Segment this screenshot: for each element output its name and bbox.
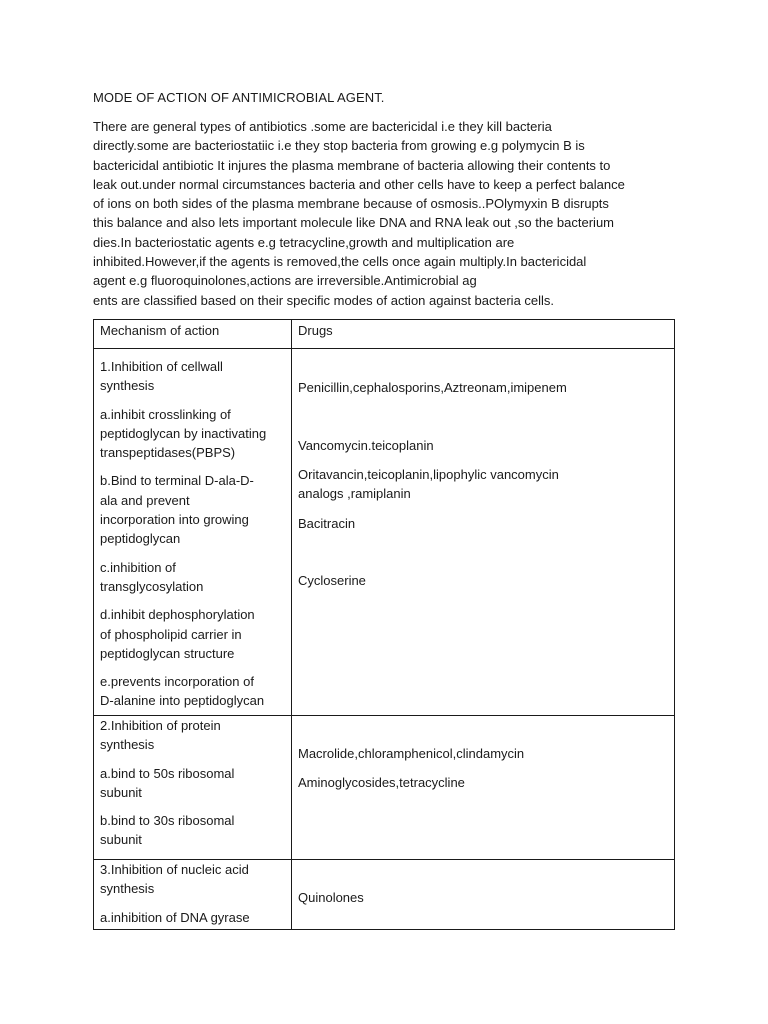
paragraph-line: bactericidal antibiotic It injures the plasma membrane of bacteria allowing their contents to (93, 157, 611, 173)
mechanism-cell (94, 860, 292, 930)
drug-entry: analogs ,ramiplanin (298, 486, 411, 501)
drug-entry: Penicillin,cephalosporins,Aztreonam,imipenem (298, 380, 567, 395)
mechanism-line: synthesis (100, 378, 155, 394)
mechanism-line: subunit (100, 784, 142, 800)
mechanism-table (93, 319, 675, 930)
mechanism-block (100, 716, 285, 755)
drug-entry: Quinolones (298, 890, 364, 905)
mechanism-line: b.Bind to terminal D-ala-D- (100, 473, 254, 489)
intro-paragraph (93, 117, 683, 310)
mechanism-line: D-alanine into peptidoglycan (100, 693, 265, 709)
mechanism-block (100, 605, 285, 663)
drug-entry: Macrolide,chloramphenicol,clindamycin (298, 746, 525, 761)
paragraph-line: of ions on both sides of the plasma membrane because of osmosis..POlymyxin B disrupts (93, 196, 609, 212)
mechanism-block (100, 811, 285, 850)
mechanism-line: transpeptidases(PBPS) (100, 445, 236, 461)
paragraph-line: agent e.g fluoroquinolones,actions are irreversible.Antimicrobial ag (93, 273, 477, 289)
paragraph-line: There are general types of antibiotics .some are bactericidal i.e they kill bacteria (93, 119, 552, 134)
paragraph-line: this balance and also lets important molecule like DNA and RNA leak out ,so the bacterium (93, 215, 614, 231)
header-drugs-label: Drugs (298, 323, 333, 338)
document-title: MODE OF ACTION OF ANTIMICROBIAL AGENT. (93, 90, 385, 105)
mechanism-cell (94, 349, 292, 716)
drugs-cell (292, 349, 675, 716)
mechanism-block (100, 558, 285, 597)
mechanism-block (100, 764, 285, 803)
mechanism-line: a.inhibit crosslinking of (100, 406, 231, 422)
mechanism-cell (94, 716, 292, 860)
mechanism-line: peptidoglycan structure (100, 645, 235, 661)
drug-entry: Oritavancin,teicoplanin,lipophylic vancomycin (298, 467, 559, 482)
mechanism-block (100, 405, 285, 463)
drug-entry: Vancomycin.teicoplanin (298, 438, 434, 453)
mechanism-block (100, 471, 285, 548)
mechanism-line: 1.Inhibition of cellwall (100, 359, 223, 374)
mechanism-line: peptidoglycan (100, 531, 181, 547)
mechanism-line: e.prevents incorporation of (100, 674, 254, 690)
mechanism-line: subunit (100, 832, 142, 848)
mechanism-line: a.bind to 50s ribosomal (100, 765, 235, 781)
paragraph-line: leak out.under normal circumstances bacteria and other cells have to keep a perfect balance (93, 176, 625, 192)
mechanism-line: ala and prevent (100, 492, 190, 508)
drug-entry: Aminoglycosides,tetracycline (298, 775, 465, 790)
mechanism-line: transglycosylation (100, 578, 204, 594)
mechanism-line: 3.Inhibition of nucleic acid (100, 862, 249, 877)
mechanism-block (100, 908, 285, 927)
mechanism-line: d.inhibit dephosphorylation (100, 607, 255, 623)
table-row (94, 860, 675, 930)
mechanism-line: synthesis (100, 881, 155, 897)
mechanism-line: 2.Inhibition of protein (100, 718, 221, 733)
drugs-cell (292, 716, 675, 860)
drug-entry: Bacitracin (298, 516, 356, 531)
header-cell-mechanism (94, 320, 292, 349)
mechanism-line: synthesis (100, 737, 155, 753)
mechanism-block (100, 357, 285, 396)
table-row (94, 349, 675, 716)
paragraph-line: dies.In bacteriostatic agents e.g tetracycline,growth and multiplication are (93, 234, 515, 250)
table-header-row (94, 320, 675, 349)
paragraph-line: inhibited.However,if the agents is removed,the cells once again multiply.In bactericidal (93, 254, 587, 270)
mechanism-line: b.bind to 30s ribosomal (100, 813, 235, 829)
mechanism-line: incorporation into growing (100, 512, 249, 528)
mechanism-block (100, 672, 285, 711)
header-cell-drugs (292, 320, 675, 349)
drugs-cell (292, 860, 675, 930)
header-mechanism-label: Mechanism of action (100, 323, 220, 338)
paragraph-line: ents are classified based on their specific modes of action against bacteria cells. (93, 292, 555, 308)
paragraph-line: directly.some are bacteriostatiic i.e they stop bacteria from growing e.g polymycin B is (93, 138, 585, 154)
table-row (94, 716, 675, 860)
mechanism-line: a.inhibition of DNA gyrase (100, 909, 250, 925)
mechanism-line: of phospholipid carrier in (100, 626, 242, 642)
mechanism-block (100, 860, 285, 899)
mechanism-line: peptidoglycan by inactivating (100, 425, 267, 441)
drug-entry: Cycloserine (298, 573, 366, 588)
mechanism-line: c.inhibition of (100, 559, 176, 575)
